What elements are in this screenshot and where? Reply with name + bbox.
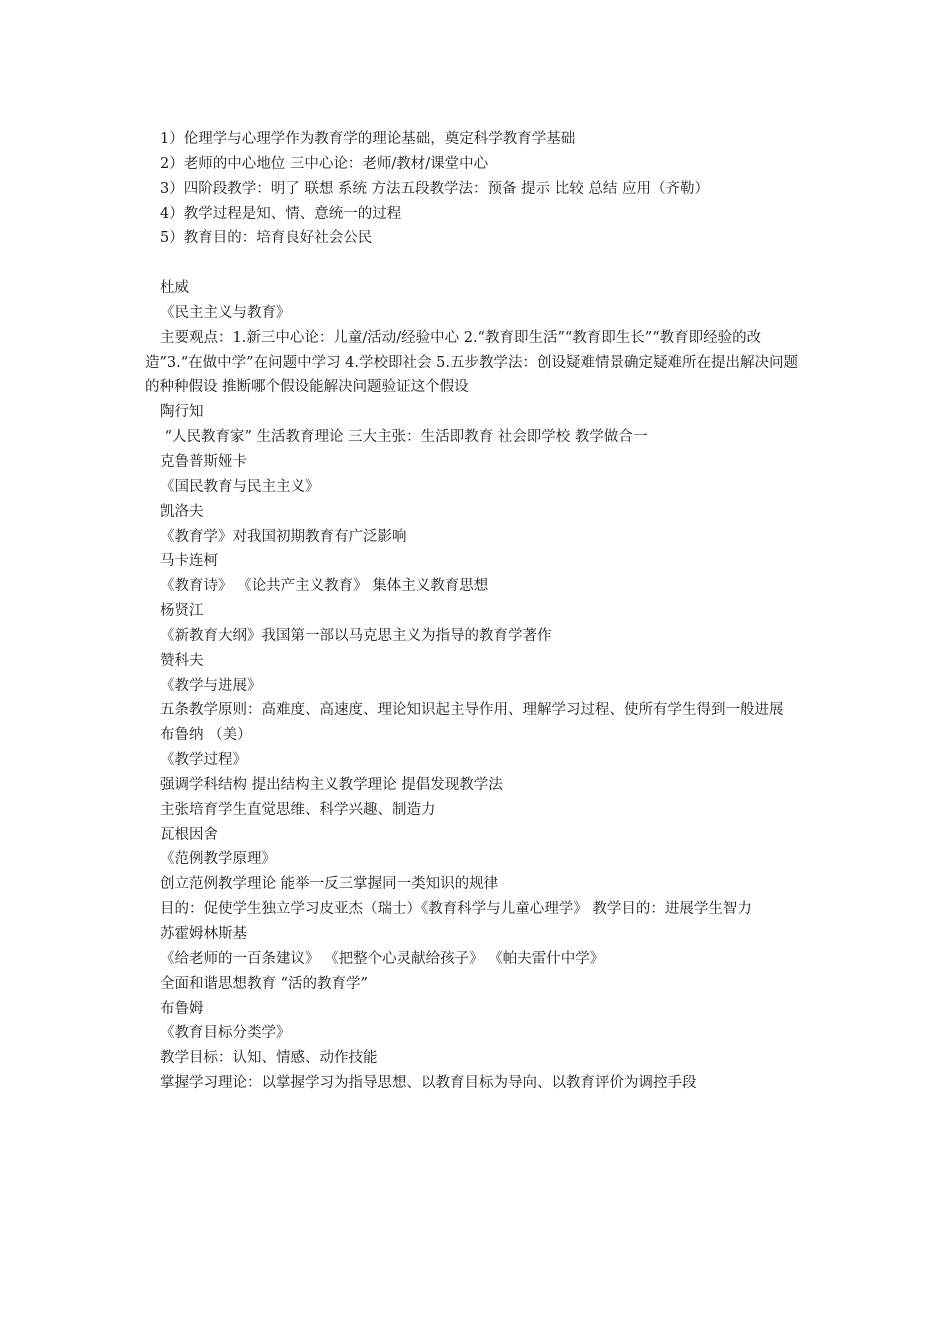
text-line: 《教育目标分类学》 [160,1025,291,1042]
text-line: 目的：促使学生独立学习皮亚杰（瑞士）《教育科学与儿童心理学》 教学目的：进展学生智力 [160,901,752,918]
text-line: 2）老师的中心地位 三中心论：老师/教材/课堂中心 [160,155,489,172]
text-line: 《教学与进展》 [160,677,262,694]
text-line: 5）教育目的：培育良好社会公民 [160,230,373,247]
text-line: 全面和谐思想教育 “活的教育学” [160,975,368,992]
text-line: 1）伦理学与心理学作为教育学的理论基础，奠定科学教育学基础 [160,131,576,147]
text-line: 《给老师的一百条建议》 《把整个心灵献给孩子》 《帕夫雷什中学》 [160,950,605,967]
text-line: 布鲁姆 [160,1000,204,1017]
text-line: 创立范例教学理论 能举一反三掌握同一类知识的规律 [160,876,499,893]
text-line: 《民主主义与教育》 [160,304,291,321]
text-line: 克鲁普斯娅卡 [160,453,247,470]
text-line: 五条教学原则：高难度、高速度、理论知识起主导作用、理解学习过程、使所有学生得到一般进展 [160,702,784,719]
text-line: 杜威 [160,280,189,297]
text-line: 主要观点：1.新三中心论：儿童/活动/经验中心 2.“教育即生活”“教育即生长”“教育即经验的改造”3.“在做中学”在问题中学习 4.学校即社会 5.五步教学法：创设疑难情景确定疑难所在提出解决问题的种种假设 推断哪个假设能解决问题验证这个假设 [145,329,798,396]
text-line: 掌握学习理论：以掌握学习为指导思想、以教育目标为导向、以教育评价为调控手段 [160,1075,697,1092]
text-line: 瓦根因舍 [160,826,218,843]
text-line: “人民教育家” 生活教育理论 三大主张：生活即教育 社会即学校 教学做合一 [160,429,648,446]
text-line: 赞科夫 [160,652,204,669]
text-line: 苏霍姆林斯基 [160,926,247,942]
text-line: 《教学过程》 [160,752,247,769]
text-line: 3）四阶段教学：明了 联想 系统 方法五段教学法：预备 提示 比较 总结 应用（齐勒） [160,180,709,197]
text-line: 4）教学过程是知、情、意统一的过程 [160,205,402,222]
text-line: 陶行知 [160,404,204,421]
text-line: 杨贤江 [160,603,204,620]
text-line: 《教育诗》 《论共产主义教育》 集体主义教育思想 [160,578,489,595]
text-line: 《教育学》对我国初期教育有广泛影响 [160,528,407,545]
text-line: 《范例教学原理》 [160,851,276,868]
text-line: 马卡连柯 [160,553,218,570]
blank-line [145,251,810,276]
text-line: 主张培育学生直觉思维、科学兴趣、制造力 [160,801,436,818]
text-line: 凯洛夫 [160,503,204,520]
text-line: 《国民教育与民主主义》 [160,478,320,495]
document-body [145,127,810,1096]
text-line: 教学目标：认知、情感、动作技能 [160,1050,378,1067]
text-line: 强调学科结构 提出结构主义教学理论 提倡发现教学法 [160,776,503,793]
text-line: 布鲁纳 （美） [160,727,252,744]
text-line: 《新教育大纲》我国第一部以马克思主义为指导的教育学著作 [160,627,552,644]
